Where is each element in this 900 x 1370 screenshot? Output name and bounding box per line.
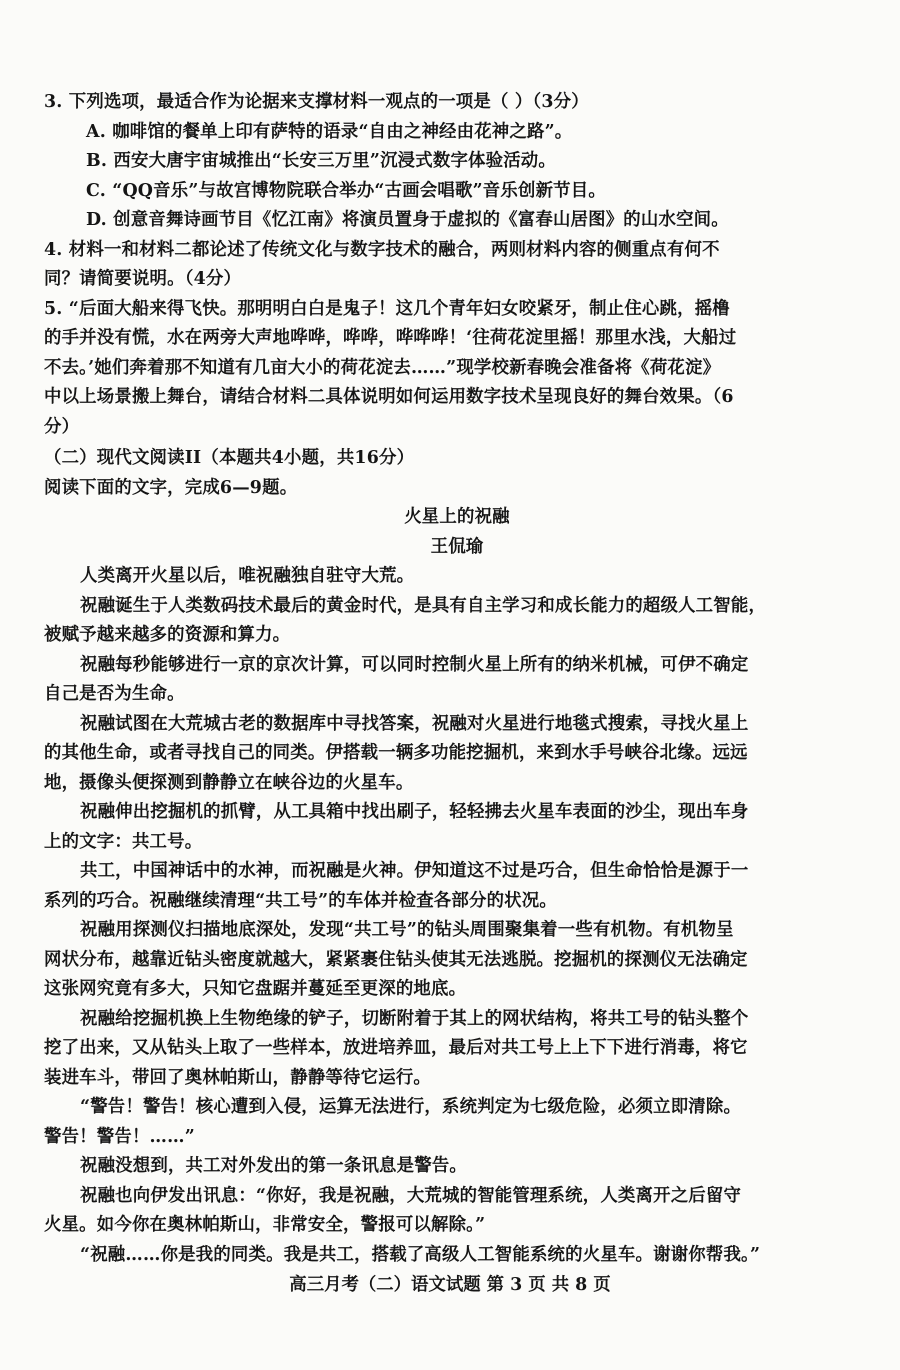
question-5 [44,295,870,443]
story-line: 挖了出来，又从钻头上取了一些样本，放进培养皿，最后对共工号上上下下进行消毒，将它 [44,1038,748,1058]
option-b: B. 西安大唐宇宙城推出“长安三万里”沉浸式数字体验活动。 [86,151,556,171]
story-line: 网状分布，越靠近钻头密度就越大，紧紧裹住钻头使其无法逃脱。挖掘机的探测仪无法确定 [44,949,748,970]
story-line: 人类离开火星以后，唯祝融独自驻守大荒。 [80,566,415,586]
option-c: C. “QQ音乐”与故宫博物院联合举办“古画会唱歌”音乐创新节目。 [86,180,606,201]
story-line: “警告！警告！核心遭到入侵，运算无法进行，系统判定为七级危险，必须立即清除。 [80,1097,742,1117]
story-line: 祝融伸出挖掘机的抓臂，从工具箱中找出刷子，轻轻拂去火星车表面的沙尘，现出车身 [80,802,749,822]
question-4 [44,236,870,295]
story-paragraph [44,592,870,651]
story-line: 祝融没想到，共工对外发出的第一条讯息是警告。 [80,1156,467,1176]
question-5-line: 5. “后面大船来得飞快。那明明白白是鬼子！这几个青年妇女咬紧牙，制止住心跳，摇橹 [44,298,730,319]
story-line: 祝融每秒能够进行一京的京次计算，可以同时控制火星上所有的纳米机械，可伊不确定 [80,654,749,675]
story-line: 祝融也向伊发出讯息：“你好，我是祝融，大荒城的智能管理系统，人类离开之后留守 [80,1185,742,1206]
story-paragraph [44,1241,870,1271]
story-body [44,562,870,1270]
story-paragraph [44,1182,870,1241]
question-5-line: 中以上场景搬上舞台，请结合材料二具体说明如何运用数字技术呈现良好的舞台效果。（6 [44,387,734,407]
story-line: 被赋予越来越多的资源和算力。 [44,625,291,645]
story-paragraph [44,1152,870,1182]
story-paragraph [44,651,870,710]
story-paragraph [44,798,870,857]
question-3-options [44,118,870,236]
exam-page [44,88,870,1270]
story-line: 火星。如今你在奥林帕斯山，非常安全，警报可以解除。” [44,1215,486,1235]
story-line: 这张网究竟有多大，只知它盘踞并蔓延至更深的地底。 [44,979,467,999]
story-line: 自己是否为生命。 [44,684,185,704]
story-line: 警告！警告！……” [44,1126,195,1147]
story-line: 地，摄像头便探测到静静立在峡谷边的火星车。 [44,772,414,793]
story-line: 系列的巧合。祝融继续清理“共工号”的车体并检查各部分的状况。 [44,890,557,911]
question-3: 3. 下列选项，最适合作为论据来支撑材料一观点的一项是（ ）（3分） [44,92,589,112]
story-paragraph [44,562,870,592]
option-a: A. 咖啡馆的餐单上印有萨特的语录“自由之神经由花神之路”。 [86,121,573,142]
story-paragraph [44,710,870,799]
story-paragraph [44,916,870,1005]
story-paragraph [44,1005,870,1094]
story-paragraph [44,857,870,916]
question-4-line: 同？请简要说明。（4分） [44,269,242,289]
section-heading: （二）现代文阅读II（本题共4小题，共16分） [44,448,415,468]
story-title: 火星上的祝融 [404,507,510,527]
story-line: “祝融……你是我的同类。我是共工，搭载了高级人工智能系统的火星车。谢谢你帮我。” [80,1244,761,1265]
page-footer: 高三月考（二）语文试题 第 3 页 共 8 页 [289,1275,611,1295]
section-instruction: 阅读下面的文字，完成6—9题。 [44,477,298,498]
story-line: 上的文字：共工号。 [44,831,203,852]
story-paragraph [44,1093,870,1152]
option-d: D. 创意音舞诗画节目《忆江南》将演员置身于虚拟的《富春山居图》的山水空间。 [86,210,729,230]
story-line: 装进车斗，带回了奥林帕斯山，静静等待它运行。 [44,1067,431,1088]
story-line: 祝融给挖掘机换上生物绝缘的铲子，切断附着于其上的网状结构，将共工号的钻头整个 [80,1008,749,1029]
question-5-line: 不去。’她们奔着那不知道有几亩大小的荷花淀去……”现学校新春晚会准备将《荷花淀》 [44,357,721,378]
story-line: 共工，中国神话中的水神，而祝融是火神。伊知道这不过是巧合，但生命恰恰是源于一 [80,861,749,881]
story-author: 王侃瑜 [430,536,484,557]
story-line: 祝融用探测仪扫描地底深处，发现“共工号”的钻头周围聚集着一些有机物。有机物呈 [80,920,734,940]
story-line: 祝融试图在大荒城古老的数据库中寻找答案，祝融对火星进行地毯式搜索，寻找火星上 [80,713,749,734]
question-4-line: 4. 材料一和材料二都论述了传统文化与数字技术的融合，两则材料内容的侧重点有何不 [44,239,720,260]
story-line: 的其他生命，或者寻找自己的同类。伊搭载一辆多功能挖掘机，来到水手号峡谷北缘。远远 [44,743,748,763]
question-5-line: 分） [44,416,80,437]
question-5-line: 的手并没有慌，水在两旁大声地哗哗，哗哗，哗哗哗！‘往荷花淀里摇！那里水浅，大船过 [44,328,737,348]
story-line: 祝融诞生于人类数码技术最后的黄金时代，是具有自主学习和成长能力的超级人工智能， [80,595,767,616]
